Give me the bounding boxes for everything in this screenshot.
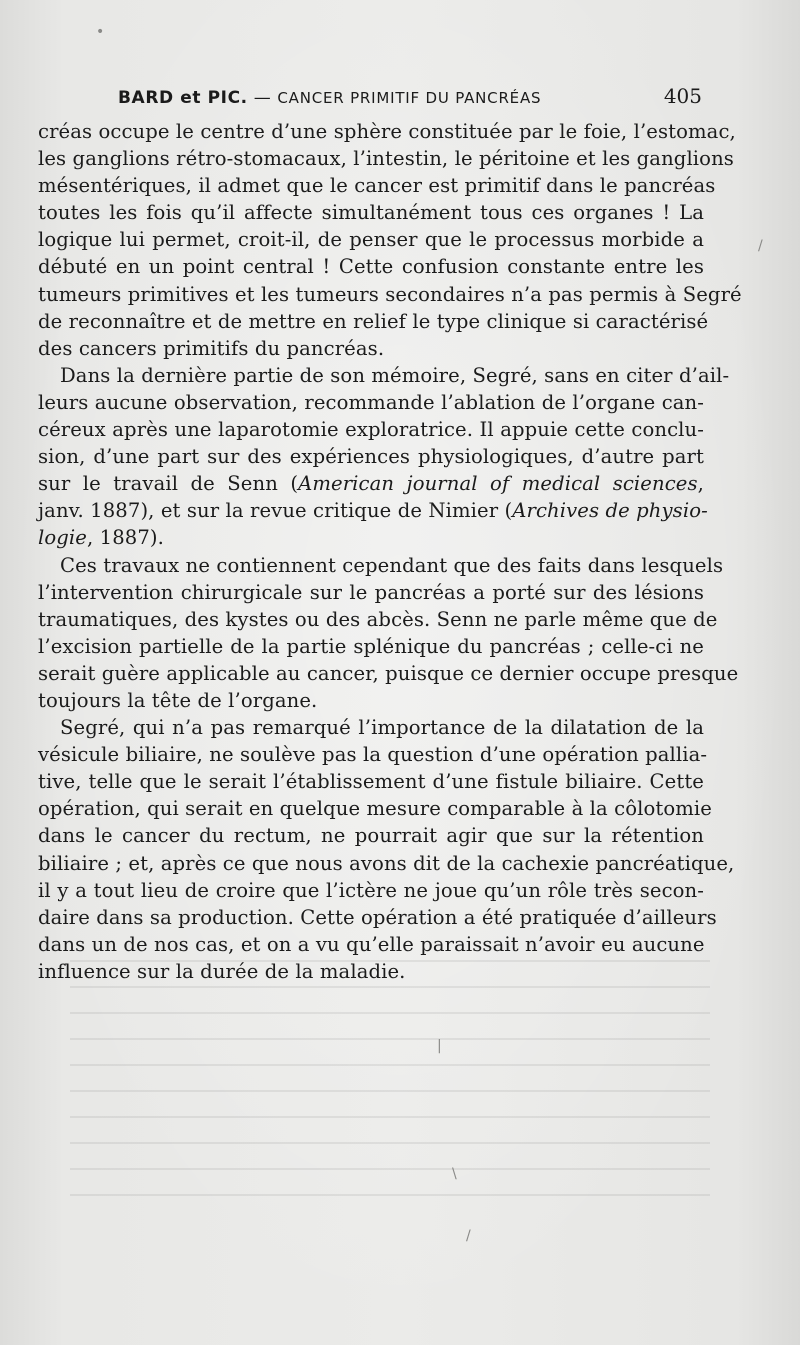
italic-citation: American journal of medical sciences	[298, 472, 698, 496]
speck-mark: /	[466, 1228, 471, 1244]
text-line: toujours la tête de l’organe.	[38, 688, 318, 712]
text-line: débuté en un point central ! Cette confusion constante entre les	[38, 255, 704, 279]
text-line: Dans la dernière partie de son mémoire, Segré, sans en citer d’ail-	[60, 363, 730, 387]
running-head	[118, 84, 706, 114]
text-line: l’excision partielle de la partie splénique du pancréas ; celle-ci ne	[38, 634, 704, 658]
body-text	[38, 118, 742, 985]
show-through-texture	[70, 960, 710, 1210]
text-line: leurs aucune observation, recommande l’ablation de l’organe can-	[38, 390, 704, 414]
text-line: de reconnaître et de mettre en relief le type clinique si caractérisé	[38, 309, 709, 333]
text-line: sur le travail de Senn (American journal of medical sciences,	[38, 472, 704, 496]
speck-mark: |	[437, 1038, 442, 1054]
text-line: tumeurs primitives et les tumeurs secondaires n’a pas permis à Segré	[38, 282, 742, 306]
text-line: sion, d’une part sur des expériences physiologiques, d’autre part	[38, 445, 704, 469]
text-line: opération, qui serait en quelque mesure comparable à la côlotomie	[38, 797, 712, 821]
text-line: logique lui permet, croit-il, de penser que le processus morbide a	[38, 228, 704, 252]
text-line: mésentériques, il admet que le cancer est primitif dans le pancréas	[38, 174, 716, 198]
speck-mark: \	[452, 1166, 457, 1182]
italic-citation: logie	[38, 526, 87, 550]
text-line: serait guère applicable au cancer, puisque ce dernier occupe presque	[38, 661, 739, 685]
text-line: dans le cancer du rectum, ne pourrait agir que sur la rétention	[38, 824, 704, 848]
italic-citation: Archives de physio-	[512, 499, 708, 523]
text-line: des cancers primitifs du pancréas.	[38, 336, 385, 360]
text-line: l’intervention chirurgicale sur le pancréas a porté sur des lésions	[38, 580, 704, 604]
running-head-authors: BARD et PIC.	[118, 88, 248, 108]
text-line: janv. 1887), et sur la revue critique de Nimier (Archives de physio-	[38, 499, 708, 523]
speck-mark: •	[96, 24, 105, 40]
running-head-subject: CANCER PRIMITIF DU PANCRÉAS	[277, 89, 542, 107]
text-line: toutes les fois qu’il affecte simultanément tous ces organes ! La	[38, 201, 704, 225]
text-line: les ganglions rétro-stomacaux, l’intestin, le péritoine et les ganglions	[38, 147, 734, 171]
text-line: Ces travaux ne contiennent cependant que des faits dans lesquels	[60, 553, 724, 577]
text-line: influence sur la durée de la maladie.	[38, 959, 406, 983]
text-line: logie, 1887).	[38, 526, 164, 550]
text-line: créas occupe le centre d’une sphère constituée par le foie, l’estomac,	[38, 120, 736, 143]
text-line: daire dans sa production. Cette opération a été pratiquée d’ailleurs	[38, 905, 717, 929]
text-line: céreux après une laparotomie exploratrice. Il appuie cette conclu-	[38, 418, 704, 442]
text-line: vésicule biliaire, ne soulève pas la question d’une opération pallia-	[38, 743, 708, 767]
text-line: Segré, qui n’a pas remarqué l’importance de la dilatation de la	[60, 716, 704, 740]
text-line: il y a tout lieu de croire que l’ictère ne joue qu’un rôle très secon-	[38, 878, 704, 902]
text-line: biliaire ; et, après ce que nous avons dit de la cachexie pancréatique,	[38, 851, 735, 875]
text-line: tive, telle que le serait l’établissement d’une fistule biliaire. Cette	[38, 770, 704, 794]
margin-mark: /	[758, 238, 763, 254]
running-head-separator: —	[253, 88, 272, 108]
text-line: dans un de nos cas, et on a vu qu’elle paraissait n’avoir eu aucune	[38, 932, 705, 956]
running-head-title	[118, 88, 541, 108]
page-number: 405	[663, 84, 702, 108]
text-line: traumatiques, des kystes ou des abcès. Senn ne parle même que de	[38, 607, 718, 631]
